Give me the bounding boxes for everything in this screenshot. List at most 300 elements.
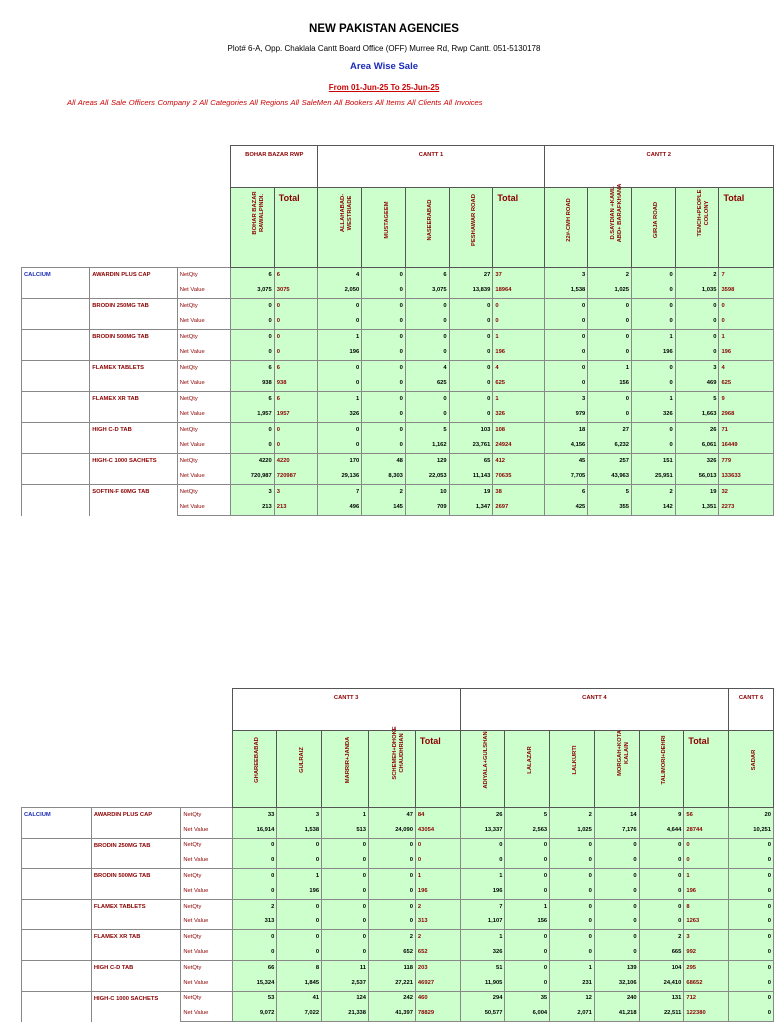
- qty-cell: 0: [449, 299, 493, 315]
- qty-cell: 0: [277, 899, 322, 914]
- value-cell: 469: [675, 376, 719, 392]
- category-cell: [22, 838, 92, 869]
- qty-cell: 2: [632, 485, 676, 501]
- value-cell: 3,075: [405, 283, 449, 299]
- value-cell: 196: [632, 345, 676, 361]
- value-cell: 0: [675, 314, 719, 330]
- item-name: BRODIN 250MG TAB: [91, 838, 180, 869]
- value-cell: 0: [550, 853, 595, 868]
- value-cell: 145: [362, 500, 406, 516]
- qty-cell: 9: [639, 808, 684, 823]
- value-cell: 0: [232, 945, 277, 960]
- qty-cell: 7: [318, 485, 362, 501]
- qty-cell: 14: [594, 808, 639, 823]
- category-cell: [22, 299, 90, 330]
- value-cell: 1,538: [544, 283, 588, 299]
- total-value-cell: 625: [493, 376, 544, 392]
- value-cell: 23,761: [449, 438, 493, 454]
- total-qty-cell: 3: [274, 485, 318, 501]
- value-cell: 0: [231, 438, 275, 454]
- blank-cell: [22, 689, 92, 731]
- value-cell: 27,221: [369, 976, 416, 991]
- qty-cell: 0: [231, 299, 275, 315]
- total-value-cell: 196: [415, 884, 460, 899]
- area-column-header: [594, 731, 639, 808]
- value-cell: 0: [588, 345, 632, 361]
- qty-cell: 6: [405, 268, 449, 284]
- value-cell: 1,663: [675, 407, 719, 423]
- area-name: MUSTAGEEM: [383, 201, 390, 239]
- qty-cell: 3: [277, 808, 322, 823]
- value-cell: 326: [632, 407, 676, 423]
- net-qty-label: NetQty: [177, 392, 230, 408]
- total-value-cell: 18964: [493, 283, 544, 299]
- item-name: AWARDIN PLUS CAP: [91, 808, 180, 839]
- net-qty-label: NetQty: [181, 960, 232, 975]
- qty-cell: 0: [362, 423, 406, 439]
- area-column-header: [544, 188, 588, 268]
- qty-cell: 0: [232, 869, 277, 884]
- qty-cell: 1: [505, 899, 550, 914]
- value-cell: 41,397: [369, 1006, 416, 1021]
- value-cell: 22,511: [639, 1006, 684, 1021]
- category-cell: [22, 991, 92, 1022]
- total-value-cell: 992: [684, 945, 729, 960]
- area-group-header: CANTT 1: [318, 146, 544, 188]
- net-qty-label: NetQty: [181, 899, 232, 914]
- total-qty-cell: 38: [493, 485, 544, 501]
- qty-cell: 26: [460, 808, 505, 823]
- total-qty-cell: 0: [274, 423, 318, 439]
- qty-cell: 0: [594, 930, 639, 945]
- qty-cell: 1: [632, 330, 676, 346]
- value-cell: 0: [729, 945, 774, 960]
- value-cell: 0: [550, 945, 595, 960]
- total-qty-cell: 84: [415, 808, 460, 823]
- qty-cell: 3: [675, 361, 719, 377]
- value-cell: 0: [460, 853, 505, 868]
- area-name: TALIMORI+DEHRI: [661, 735, 668, 785]
- qty-cell: 131: [639, 991, 684, 1006]
- qty-cell: 0: [639, 899, 684, 914]
- value-cell: 0: [277, 853, 322, 868]
- qty-cell: 3: [231, 485, 275, 501]
- qty-cell: 53: [232, 991, 277, 1006]
- value-cell: 0: [632, 283, 676, 299]
- value-cell: 4,644: [639, 823, 684, 838]
- area-name: PESHAWAR ROAD: [470, 194, 477, 246]
- qty-cell: 27: [588, 423, 632, 439]
- value-cell: 0: [449, 314, 493, 330]
- qty-cell: 65: [449, 454, 493, 470]
- qty-cell: 6: [231, 392, 275, 408]
- qty-cell: 19: [449, 485, 493, 501]
- total-qty-cell: 0: [274, 330, 318, 346]
- value-cell: 0: [362, 314, 406, 330]
- total-value-cell: 3075: [274, 283, 318, 299]
- total-qty-cell: 4: [493, 361, 544, 377]
- net-value-label: Net Value: [181, 915, 232, 930]
- blank-cell: [177, 188, 230, 268]
- total-qty-cell: 1: [684, 869, 729, 884]
- total-qty-cell: 6: [274, 392, 318, 408]
- value-cell: 0: [594, 853, 639, 868]
- qty-cell: 4220: [231, 454, 275, 470]
- value-cell: 2,050: [318, 283, 362, 299]
- value-cell: 11,905: [460, 976, 505, 991]
- item-name: BRODIN 250MG TAB: [90, 299, 177, 330]
- total-value-cell: 78829: [415, 1006, 460, 1021]
- value-cell: 0: [594, 884, 639, 899]
- qty-cell: 6: [544, 485, 588, 501]
- value-cell: 0: [322, 945, 369, 960]
- qty-cell: 1: [588, 361, 632, 377]
- area-column-header: [639, 731, 684, 808]
- qty-cell: 0: [362, 330, 406, 346]
- total-value-cell: 0: [415, 853, 460, 868]
- qty-cell: 1: [318, 330, 362, 346]
- total-column-header: [684, 731, 729, 808]
- total-value-cell: 122380: [684, 1006, 729, 1021]
- value-cell: 0: [632, 438, 676, 454]
- value-cell: 0: [369, 884, 416, 899]
- value-cell: 1,957: [231, 407, 275, 423]
- total-value-cell: 625: [719, 376, 774, 392]
- item-name: SOFTIN-F 60MG TAB: [90, 485, 177, 516]
- net-qty-label: NetQty: [177, 268, 230, 284]
- net-qty-label: NetQty: [177, 454, 230, 470]
- total-value-cell: 938: [274, 376, 318, 392]
- qty-cell: 242: [369, 991, 416, 1006]
- area-column-header: [322, 731, 369, 808]
- value-cell: 1,845: [277, 976, 322, 991]
- qty-cell: 3: [544, 392, 588, 408]
- qty-cell: 0: [639, 838, 684, 853]
- area-column-header: [588, 183, 632, 268]
- value-cell: 15,324: [232, 976, 277, 991]
- qty-cell: 0: [729, 930, 774, 945]
- total-label: Total: [278, 193, 300, 203]
- value-cell: 1,351: [675, 500, 719, 516]
- value-cell: 24,090: [369, 823, 416, 838]
- area-name: D.SAYDIAN +KAML ABD+ BARAFKHANA: [609, 183, 623, 243]
- qty-cell: 1: [632, 392, 676, 408]
- blank-cell: [90, 146, 177, 188]
- net-qty-label: NetQty: [177, 423, 230, 439]
- value-cell: 0: [632, 314, 676, 330]
- total-value-cell: 0: [274, 314, 318, 330]
- net-qty-label: NetQty: [177, 330, 230, 346]
- value-cell: 0: [639, 853, 684, 868]
- total-label: Total: [419, 736, 441, 746]
- qty-cell: 151: [632, 454, 676, 470]
- value-cell: 0: [405, 314, 449, 330]
- qty-cell: 1: [322, 808, 369, 823]
- total-value-cell: 2273: [719, 500, 774, 516]
- value-cell: 196: [318, 345, 362, 361]
- qty-cell: 12: [550, 991, 595, 1006]
- value-cell: 2,563: [505, 823, 550, 838]
- total-qty-cell: 8: [684, 899, 729, 914]
- qty-cell: 2: [639, 930, 684, 945]
- total-value-cell: 1263: [684, 915, 729, 930]
- blank-cell: [90, 188, 177, 268]
- total-value-cell: 0: [274, 438, 318, 454]
- area-column-header: [277, 731, 322, 808]
- total-qty-cell: 0: [274, 299, 318, 315]
- total-value-cell: 0: [493, 314, 544, 330]
- area-sales-table-1: [21, 145, 774, 516]
- blank-cell: [91, 731, 180, 808]
- area-name: NASEERABAD: [427, 199, 434, 241]
- value-cell: 0: [449, 345, 493, 361]
- area-column-header: [632, 188, 676, 268]
- area-name: GIRJA ROAD: [653, 201, 660, 239]
- net-value-label: Net Value: [181, 1006, 232, 1021]
- value-cell: 231: [550, 976, 595, 991]
- area-column-header: [729, 731, 774, 808]
- qty-cell: 0: [632, 423, 676, 439]
- value-cell: 0: [544, 376, 588, 392]
- net-qty-label: NetQty: [177, 361, 230, 377]
- total-value-cell: 0: [274, 345, 318, 361]
- qty-cell: 0: [729, 899, 774, 914]
- qty-cell: 0: [369, 899, 416, 914]
- qty-cell: 0: [318, 299, 362, 315]
- area-column-header: [460, 731, 505, 808]
- qty-cell: 0: [639, 869, 684, 884]
- item-name: HIGH-C 1000 SACHETS: [91, 991, 180, 1022]
- total-qty-cell: 0: [719, 299, 774, 315]
- value-cell: 355: [588, 500, 632, 516]
- total-value-cell: 70635: [493, 469, 544, 485]
- qty-cell: 0: [550, 899, 595, 914]
- value-cell: 0: [405, 345, 449, 361]
- qty-cell: 2: [550, 808, 595, 823]
- blank-cell: [22, 146, 90, 188]
- total-qty-cell: 4220: [274, 454, 318, 470]
- value-cell: 0: [588, 314, 632, 330]
- total-qty-cell: 0: [415, 838, 460, 853]
- total-value-cell: 24924: [493, 438, 544, 454]
- value-cell: 1,162: [405, 438, 449, 454]
- qty-cell: 0: [505, 960, 550, 975]
- value-cell: 0: [550, 915, 595, 930]
- value-cell: 0: [231, 345, 275, 361]
- total-column-header: [493, 188, 544, 268]
- qty-cell: 0: [369, 869, 416, 884]
- net-qty-label: NetQty: [181, 838, 232, 853]
- area-column-header: [318, 188, 362, 268]
- qty-cell: 0: [544, 361, 588, 377]
- company-name: NEW PAKISTAN AGENCIES: [309, 23, 459, 35]
- value-cell: 41,218: [594, 1006, 639, 1021]
- category-cell: [22, 485, 90, 516]
- category-cell: [22, 330, 90, 361]
- area-name: MARRIR+JANDA: [345, 736, 352, 784]
- total-value-cell: 28744: [684, 823, 729, 838]
- qty-cell: 0: [322, 869, 369, 884]
- value-cell: 24,410: [639, 976, 684, 991]
- qty-cell: 7: [460, 899, 505, 914]
- value-cell: 0: [729, 976, 774, 991]
- qty-cell: 0: [232, 838, 277, 853]
- qty-cell: 0: [405, 330, 449, 346]
- total-qty-cell: 2: [415, 899, 460, 914]
- total-value-cell: 652: [415, 945, 460, 960]
- qty-cell: 0: [362, 268, 406, 284]
- qty-cell: 0: [675, 299, 719, 315]
- total-qty-cell: 779: [719, 454, 774, 470]
- value-cell: 0: [277, 945, 322, 960]
- value-cell: 4,156: [544, 438, 588, 454]
- value-cell: 0: [594, 945, 639, 960]
- total-qty-cell: 9: [719, 392, 774, 408]
- qty-cell: 66: [232, 960, 277, 975]
- category-cell: [22, 869, 92, 900]
- category-cell: [22, 930, 92, 961]
- qty-cell: 0: [449, 392, 493, 408]
- blank-cell: [181, 689, 232, 731]
- total-qty-cell: 7: [719, 268, 774, 284]
- value-cell: 6,004: [505, 1006, 550, 1021]
- total-qty-cell: 32: [719, 485, 774, 501]
- total-qty-cell: 0: [493, 299, 544, 315]
- area-column-header: [405, 188, 449, 268]
- area-column-header: [550, 731, 595, 808]
- value-cell: 0: [449, 407, 493, 423]
- total-qty-cell: 295: [684, 960, 729, 975]
- value-cell: 0: [639, 915, 684, 930]
- net-value-label: Net Value: [177, 345, 230, 361]
- category-cell: [22, 361, 90, 392]
- area-name: MORGAH+KOTA KALAIN: [616, 730, 630, 776]
- value-cell: 652: [369, 945, 416, 960]
- total-label: Total: [723, 193, 745, 203]
- total-qty-cell: 37: [493, 268, 544, 284]
- area-column-header: [231, 188, 275, 268]
- area-column-header: [362, 188, 406, 268]
- value-cell: 0: [405, 407, 449, 423]
- value-cell: 0: [550, 884, 595, 899]
- area-name: GULRAIZ: [299, 747, 306, 773]
- total-qty-cell: 71: [719, 423, 774, 439]
- value-cell: 0: [232, 884, 277, 899]
- qty-cell: 0: [729, 838, 774, 853]
- net-value-label: Net Value: [181, 884, 232, 899]
- qty-cell: 6: [231, 268, 275, 284]
- item-name: FLAMEX XR TAB: [91, 930, 180, 961]
- value-cell: 0: [318, 314, 362, 330]
- value-cell: 22,053: [405, 469, 449, 485]
- area-sales-table-2: [21, 688, 774, 1022]
- value-cell: 156: [505, 915, 550, 930]
- value-cell: 709: [405, 500, 449, 516]
- qty-cell: 0: [729, 960, 774, 975]
- qty-cell: 0: [505, 869, 550, 884]
- net-value-label: Net Value: [181, 945, 232, 960]
- category-cell: [22, 392, 90, 423]
- qty-cell: 47: [369, 808, 416, 823]
- value-cell: 11,143: [449, 469, 493, 485]
- qty-cell: 2: [369, 930, 416, 945]
- value-cell: 0: [369, 853, 416, 868]
- qty-cell: 26: [675, 423, 719, 439]
- net-value-label: Net Value: [177, 376, 230, 392]
- qty-cell: 0: [594, 869, 639, 884]
- blank-cell: [22, 731, 92, 808]
- qty-cell: 240: [594, 991, 639, 1006]
- area-group-header: BOHAR BAZAR RWP: [231, 146, 318, 188]
- blank-cell: [91, 689, 180, 731]
- qty-cell: 51: [460, 960, 505, 975]
- total-value-cell: 196: [719, 345, 774, 361]
- net-value-label: Net Value: [177, 500, 230, 516]
- value-cell: 9,072: [232, 1006, 277, 1021]
- qty-cell: 10: [405, 485, 449, 501]
- net-qty-label: NetQty: [181, 991, 232, 1006]
- item-name: FLAMEX TABLETS: [90, 361, 177, 392]
- total-qty-cell: 712: [684, 991, 729, 1006]
- value-cell: 513: [322, 823, 369, 838]
- total-qty-cell: 460: [415, 991, 460, 1006]
- net-qty-label: NetQty: [177, 485, 230, 501]
- net-value-label: Net Value: [181, 823, 232, 838]
- value-cell: 21,338: [322, 1006, 369, 1021]
- qty-cell: 0: [675, 330, 719, 346]
- qty-cell: 257: [588, 454, 632, 470]
- total-value-cell: 196: [493, 345, 544, 361]
- total-qty-cell: 108: [493, 423, 544, 439]
- total-qty-cell: 1: [493, 392, 544, 408]
- total-value-cell: 326: [493, 407, 544, 423]
- total-value-cell: 213: [274, 500, 318, 516]
- area-column-header: [449, 188, 493, 268]
- qty-cell: 0: [729, 991, 774, 1006]
- qty-cell: 41: [277, 991, 322, 1006]
- qty-cell: 0: [405, 299, 449, 315]
- value-cell: 156: [588, 376, 632, 392]
- area-group-header: CANTT 3: [232, 689, 460, 731]
- qty-cell: 0: [588, 299, 632, 315]
- total-qty-cell: 203: [415, 960, 460, 975]
- qty-cell: 0: [632, 268, 676, 284]
- qty-cell: 0: [729, 869, 774, 884]
- qty-cell: 1: [460, 869, 505, 884]
- qty-cell: 33: [232, 808, 277, 823]
- value-cell: 0: [362, 438, 406, 454]
- value-cell: 0: [729, 915, 774, 930]
- qty-cell: 0: [460, 838, 505, 853]
- value-cell: 1,538: [277, 823, 322, 838]
- total-label: Total: [497, 193, 519, 203]
- qty-cell: 129: [405, 454, 449, 470]
- qty-cell: 2: [362, 485, 406, 501]
- qty-cell: 5: [405, 423, 449, 439]
- qty-cell: 0: [277, 838, 322, 853]
- value-cell: 0: [505, 976, 550, 991]
- qty-cell: 2: [232, 899, 277, 914]
- qty-cell: 1: [318, 392, 362, 408]
- value-cell: 213: [231, 500, 275, 516]
- total-value-cell: 0: [684, 853, 729, 868]
- total-value-cell: 133633: [719, 469, 774, 485]
- value-cell: 313: [232, 915, 277, 930]
- qty-cell: 2: [588, 268, 632, 284]
- qty-cell: 103: [449, 423, 493, 439]
- qty-cell: 326: [675, 454, 719, 470]
- value-cell: 0: [675, 345, 719, 361]
